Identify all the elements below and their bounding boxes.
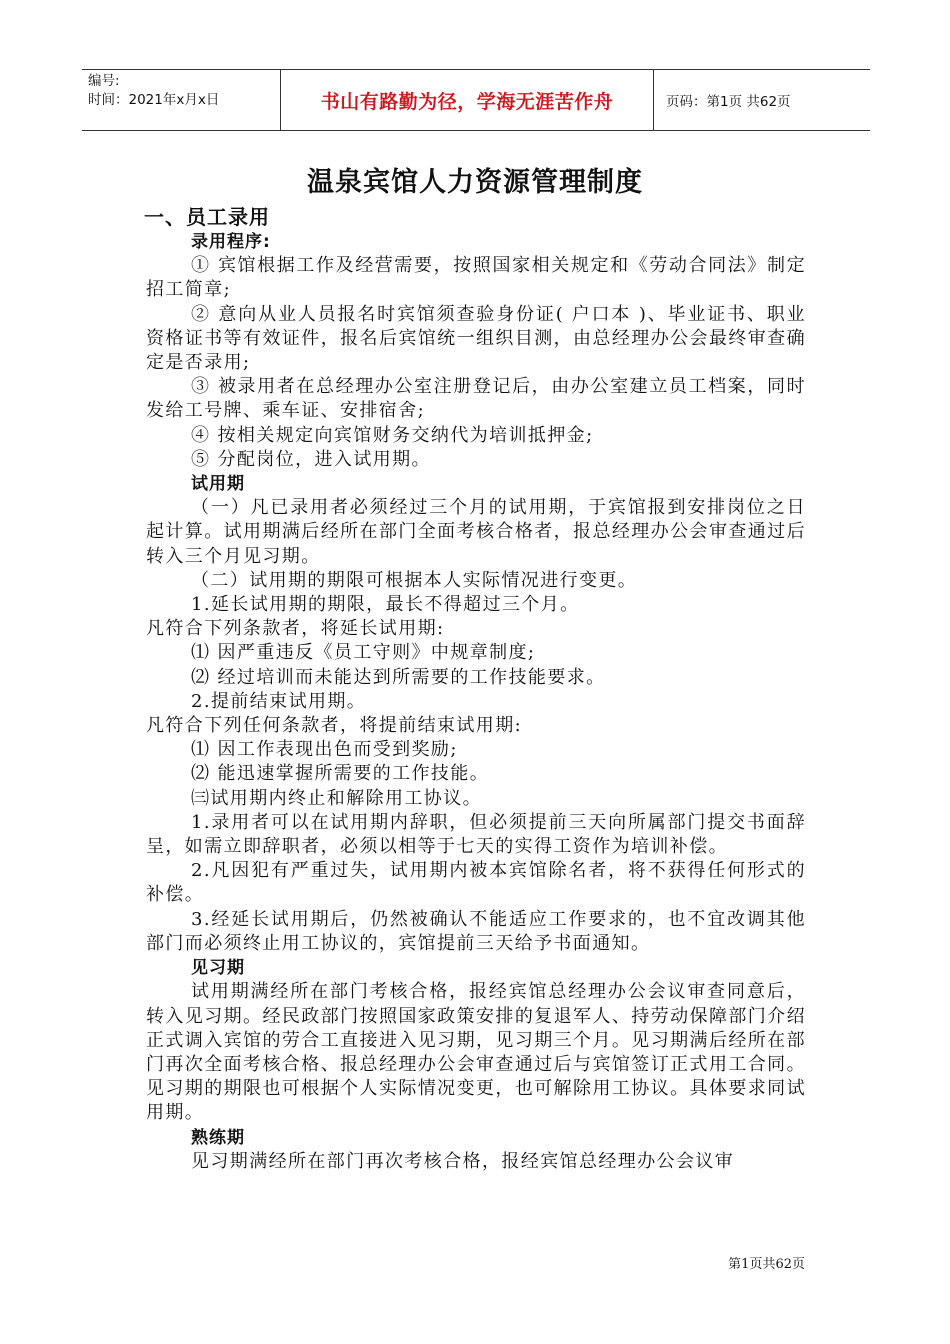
body-paragraph: 3.经延长试用期后，仍然被确认不能适应工作要求的，也不宜改调其他部门而必须终止用工协议的，宾馆提前三天给予书面通知。 — [146, 908, 806, 954]
body-paragraph: ⑵ 能迅速掌握所需要的工作技能。 — [191, 763, 490, 785]
body-paragraph: ⑵ 经过培训而未能达到所需要的工作技能要求。 — [191, 666, 606, 688]
body-paragraph: 凡符合下列任何条款者，将提前结束试用期: — [146, 715, 523, 737]
page-footer: 第1页共62页 — [728, 1257, 805, 1272]
document-body — [146, 204, 806, 1174]
body-paragraph: 2.提前结束试用期。 — [191, 690, 367, 712]
body-paragraph: 凡符合下列条款者，将延长试用期: — [146, 618, 445, 640]
subsection-heading: 见习期 — [191, 958, 245, 979]
body-paragraph: 2.凡因犯有严重过失，试用期内被本宾馆除名者，将不获得任何形式的补偿。 — [146, 860, 806, 906]
body-paragraph: ⑴ 因工作表现出色而受到奖励; — [191, 739, 458, 761]
subsection-heading: 熟练期 — [191, 1127, 245, 1148]
header-table — [82, 69, 870, 131]
header-page-cell — [654, 70, 870, 130]
body-paragraph: 1.延长试用期的期限，最长不得超过三个月。 — [191, 594, 580, 616]
body-paragraph: 1.录用者可以在试用期内辞职，但必须提前三天向所属部门提交书面辞呈，如需立即辞职者，必须以相等于七天的实得工资作为培训补偿。 — [146, 811, 806, 858]
subsection-heading: 录用程序: — [191, 232, 271, 252]
body-paragraph: ② 意向从业人员报名时宾馆须查验身份证( 户口本 )、毕业证书、职业资格证书等有效证件，报名后宾馆统一组织目测，由总经理办公会最终审查确定是否录用; — [146, 303, 806, 374]
body-paragraph: 试用期满经所在部门考核合格，报经宾馆总经理办公会议审查同意后，转入见习期。经民政部门按照国家政策安排的复退军人、持劳动保障部门介绍正式调入宾馆的劳合工直接进入见习期，见习期三个月。见习期满后经所在部门再次全面考核合格、报总经理办公会审查通过后与宾馆签订正式用工合同。见习期的期限也可根据个人实际情况变更，也可解除用工协议。具体要求同试用期。 — [146, 981, 806, 1124]
document-title: 温泉宾馆人力资源管理制度 — [307, 167, 643, 198]
section-heading: 一、员工录用 — [144, 205, 270, 229]
body-paragraph: ③ 被录用者在总经理办公室注册登记后，由办公室建立员工档案，同时发给工号牌、乘车证、安排宿舍; — [146, 376, 806, 422]
body-paragraph: ⑤ 分配岗位，进入试用期。 — [191, 448, 431, 470]
body-paragraph: 见习期满经所在部门再次考核合格，报经宾馆总经理办公会议审 — [191, 1150, 735, 1172]
body-paragraph: （一）凡已录用者必须经过三个月的试用期，于宾馆报到安排岗位之日起计算。试用期满后经所在部门全面考核合格者，报总经理办公会审查通过后转入三个月见习期。 — [146, 497, 806, 567]
header-motto-cell — [280, 70, 654, 130]
body-paragraph: ㈢试用期内终止和解除用工协议。 — [191, 787, 482, 809]
motto-text: 书山有路勤为径，学海无涯苦作舟 — [320, 90, 614, 113]
body-paragraph: ① 宾馆根据工作及经营需要，按照国家相关规定和《劳动合同法》制定招工简章; — [146, 255, 806, 301]
body-paragraph: （二）试用期的期限可根据本人实际情况进行变更。 — [191, 569, 638, 591]
document-number-label: 编号: — [88, 73, 120, 89]
page-number-label: 页码：第1页 共62页 — [666, 94, 791, 110]
subsection-heading: 试用期 — [191, 474, 245, 495]
header-meta-cell — [82, 70, 280, 130]
document-time-label: 时间：2021年x月x日 — [88, 92, 220, 108]
body-paragraph: ④ 按相关规定向宾馆财务交纳代为培训抵押金; — [191, 424, 594, 446]
body-paragraph: ⑴ 因严重违反《员工守则》中规章制度; — [191, 642, 536, 664]
